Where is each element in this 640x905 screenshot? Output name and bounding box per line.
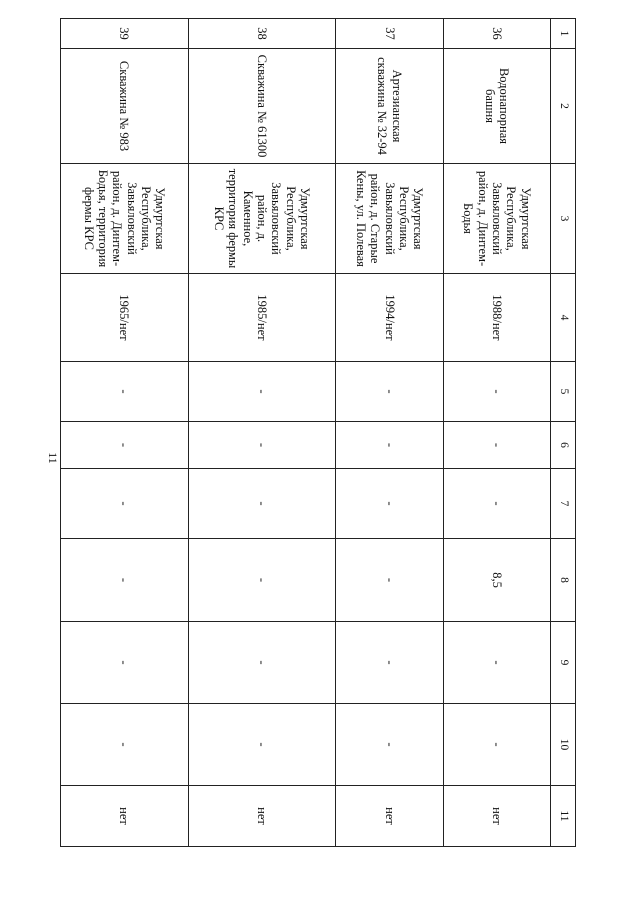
header-row [551, 19, 576, 847]
cell-10: - [61, 704, 189, 786]
year-cell: 1965/нет [61, 274, 189, 362]
cell-11: нет [336, 786, 443, 847]
cell-7: - [61, 469, 189, 539]
header-cell: 8 [551, 539, 576, 622]
header-cell: 4 [551, 274, 576, 362]
header-cell: 2 [551, 49, 576, 164]
cell-11: нет [61, 786, 189, 847]
cell-5: - [188, 362, 336, 422]
cell-6: - [443, 422, 550, 469]
year-cell: 1985/нет [188, 274, 336, 362]
object-name: Скважина № 983 [61, 49, 189, 164]
object-name: Артезианская скважина № 32-94 [336, 49, 443, 164]
cell-9: - [443, 622, 550, 704]
object-name: Водонапорная башня [443, 49, 550, 164]
cell-6: - [188, 422, 336, 469]
cell-5: - [61, 362, 189, 422]
cell-8: - [61, 539, 189, 622]
header-cell: 11 [551, 786, 576, 847]
cell-8: 8,5 [443, 539, 550, 622]
cell-7: - [336, 469, 443, 539]
cell-8: - [336, 539, 443, 622]
row-number: 39 [61, 19, 189, 49]
object-name: Скважина № 61300 [188, 49, 336, 164]
cell-10: - [188, 704, 336, 786]
table-row [61, 19, 189, 847]
cell-10: - [336, 704, 443, 786]
table-row [188, 19, 336, 847]
object-address: Удмуртская Республика, Завьяловский район, д. Динтем-Бодья, территория фермы КРС [61, 164, 189, 274]
cell-7: - [443, 469, 550, 539]
cell-11: нет [188, 786, 336, 847]
row-number: 38 [188, 19, 336, 49]
header-cell: 5 [551, 362, 576, 422]
cell-5: - [336, 362, 443, 422]
cell-6: - [61, 422, 189, 469]
header-cell: 1 [551, 19, 576, 49]
cell-7: - [188, 469, 336, 539]
table-row [336, 19, 443, 847]
header-cell: 9 [551, 622, 576, 704]
cell-10: - [443, 704, 550, 786]
header-cell: 7 [551, 469, 576, 539]
cell-8: - [188, 539, 336, 622]
year-cell: 1988/нет [443, 274, 550, 362]
object-address: Удмуртская Республика, Завьяловский район, д. Каменное, территория фермы КРС [188, 164, 336, 274]
cell-9: - [61, 622, 189, 704]
table-container [60, 18, 576, 846]
object-address: Удмуртская Республика, Завьяловский район, д. Старые Кены, ул. Полевая [336, 164, 443, 274]
cell-9: - [336, 622, 443, 704]
cell-11: нет [443, 786, 550, 847]
header-cell: 6 [551, 422, 576, 469]
cell-5: - [443, 362, 550, 422]
row-number: 36 [443, 19, 550, 49]
page-number: 11 [46, 452, 60, 464]
cell-6: - [336, 422, 443, 469]
registry-table [60, 18, 576, 847]
header-cell: 10 [551, 704, 576, 786]
object-address: Удмуртская Республика, Завьяловский район, д. Динтем-Бодья [443, 164, 550, 274]
year-cell: 1994/нет [336, 274, 443, 362]
table-row [443, 19, 550, 847]
header-cell: 3 [551, 164, 576, 274]
row-number: 37 [336, 19, 443, 49]
cell-9: - [188, 622, 336, 704]
